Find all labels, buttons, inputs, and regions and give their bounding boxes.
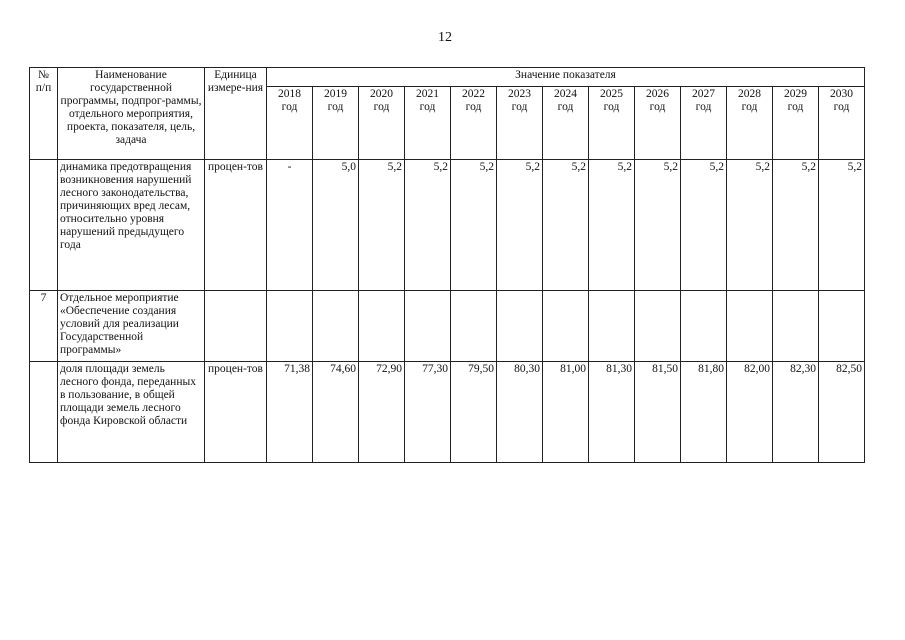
value-cell	[727, 291, 773, 362]
value-cell: 74,60	[313, 362, 359, 463]
value-cell: 82,00	[727, 362, 773, 463]
header-year: 2023 год	[497, 87, 543, 160]
table-row	[30, 362, 865, 463]
value-cell	[313, 291, 359, 362]
value-cell	[497, 291, 543, 362]
value-cell: 81,50	[635, 362, 681, 463]
header-year: 2026 год	[635, 87, 681, 160]
value-cell	[819, 291, 865, 362]
value-cell: 5,0	[313, 160, 359, 291]
header-year: 2030 год	[819, 87, 865, 160]
value-cell: 5,2	[819, 160, 865, 291]
header-year: 2024 год	[543, 87, 589, 160]
row-name: динамика предотвращения возникновения нарушений лесного законодательства, причиняющих вред лесам, относительно уровня нарушений предыдущего года	[58, 160, 205, 291]
value-cell: 5,2	[405, 160, 451, 291]
value-cell: 82,50	[819, 362, 865, 463]
value-cell: 79,50	[451, 362, 497, 463]
header-year: 2020 год	[359, 87, 405, 160]
value-cell: -	[267, 160, 313, 291]
value-cell: 5,2	[773, 160, 819, 291]
value-cell: 5,2	[359, 160, 405, 291]
value-cell	[451, 291, 497, 362]
header-name: Наименование государственной программы, подпрог-раммы, отдельного мероприятия, проекта, показателя, цель, задача	[58, 68, 205, 160]
value-cell: 80,30	[497, 362, 543, 463]
value-cell	[681, 291, 727, 362]
value-cell: 5,2	[635, 160, 681, 291]
header-year: 2018 год	[267, 87, 313, 160]
value-cell	[543, 291, 589, 362]
header-year: 2019 год	[313, 87, 359, 160]
value-cell: 82,30	[773, 362, 819, 463]
value-cell: 5,2	[543, 160, 589, 291]
header-row	[30, 68, 865, 87]
header-year: 2029 год	[773, 87, 819, 160]
value-cell: 72,90	[359, 362, 405, 463]
page-number: 12	[438, 30, 452, 45]
value-cell: 81,00	[543, 362, 589, 463]
header-year: 2025 год	[589, 87, 635, 160]
value-cell: 77,30	[405, 362, 451, 463]
value-cell	[635, 291, 681, 362]
value-cell: 5,2	[589, 160, 635, 291]
value-cell: 5,2	[497, 160, 543, 291]
value-cell: 5,2	[681, 160, 727, 291]
value-cell: 71,38	[267, 362, 313, 463]
header-values: Значение показателя	[267, 68, 865, 87]
indicator-table	[29, 67, 865, 463]
header-year: 2021 год	[405, 87, 451, 160]
value-cell	[405, 291, 451, 362]
row-unit	[205, 291, 267, 362]
value-cell: 81,80	[681, 362, 727, 463]
row-number: 7	[30, 291, 58, 362]
value-cell	[589, 291, 635, 362]
table-row	[30, 291, 865, 362]
value-cell	[267, 291, 313, 362]
row-name: доля площади земель лесного фонда, переданных в пользование, в общей площади земель лесного фонда Кировской области	[58, 362, 205, 463]
value-cell: 81,30	[589, 362, 635, 463]
value-cell	[359, 291, 405, 362]
value-cell: 5,2	[727, 160, 773, 291]
header-year: 2027 год	[681, 87, 727, 160]
row-number	[30, 362, 58, 463]
row-unit: процен-тов	[205, 362, 267, 463]
row-number	[30, 160, 58, 291]
header-unit: Единица измере-ния	[205, 68, 267, 160]
table-row	[30, 160, 865, 291]
value-cell: 5,2	[451, 160, 497, 291]
row-unit: процен-тов	[205, 160, 267, 291]
header-year: 2028 год	[727, 87, 773, 160]
value-cell	[773, 291, 819, 362]
header-year: 2022 год	[451, 87, 497, 160]
header-number: № п/п	[30, 68, 58, 160]
row-name: Отдельное мероприятие «Обеспечение создания условий для реализации Государственной программы»	[58, 291, 205, 362]
